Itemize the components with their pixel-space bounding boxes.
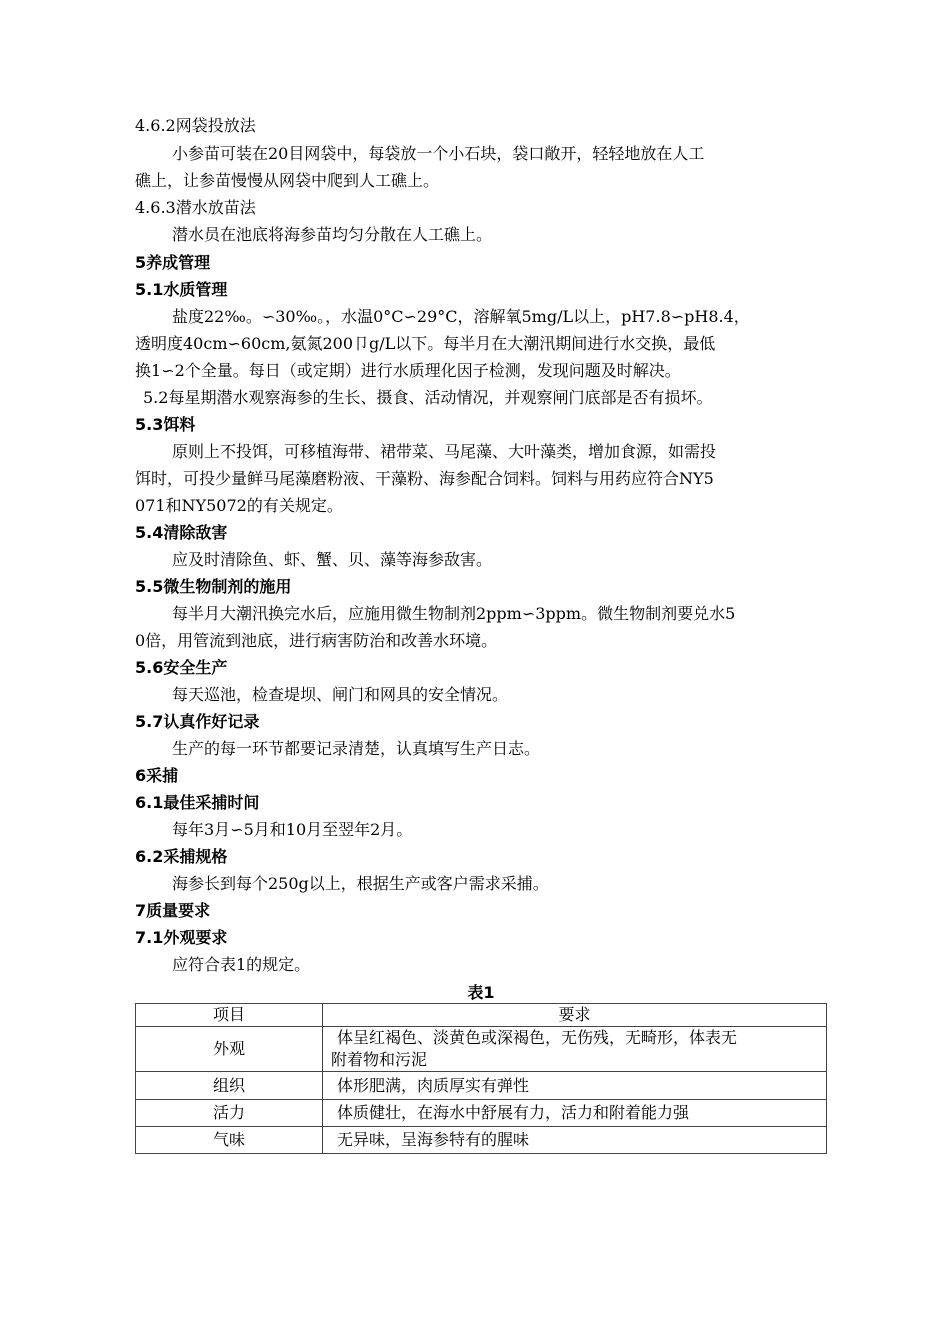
section-4-6-2-text-line-1: 小参苗可装在20目网袋中，每袋放一个小石块，袋口敞开，轻轻地放在人工 [172,144,705,163]
section-6-1-text: 每年3月∽5月和10月至翌年2月。 [172,820,413,839]
section-5-6-heading: 5.6安全生产 [135,658,228,677]
header-requirement: 要求 [323,1004,827,1027]
row-requirement-line-2: 附着物和污泥 [331,1050,428,1069]
section-5-1-heading: 5.1水质管理 [135,280,228,299]
section-4-6-3-heading: 4.6.3潜水放苗法 [135,198,256,217]
section-7-1-heading: 7.1外观要求 [135,928,228,947]
section-7-heading: 7质量要求 [135,901,211,920]
section-6-2-heading: 6.2采捕规格 [135,847,228,866]
section-5-2-text: 5.2每星期潜水观察海参的生长、摄食、活动情况，并观察闸门底部是否有损坏。 [143,388,713,407]
section-5-3-text-line-1: 原则上不投饵，可移植海带、裙带菜、马尾藻、大叶藻类，增加食源，如需投 [172,442,717,461]
table-row [136,1027,827,1072]
section-4-6-2-heading: 4.6.2网袋投放法 [135,116,256,135]
row-item: 活力 [136,1100,323,1127]
section-5-3-heading: 5.3饵料 [135,415,196,434]
row-requirement [323,1072,827,1100]
section-6-heading: 6采捕 [135,766,179,785]
section-6-2-text: 海参长到每个250g以上，根据生产或客户需求采捕。 [172,874,549,893]
row-requirement [323,1100,827,1127]
section-5-5-heading: 5.5微生物制剂的施用 [135,577,292,596]
section-5-heading: 5养成管理 [135,253,211,272]
table-1-caption: 表1 [467,983,495,1002]
row-item: 组织 [136,1072,323,1100]
section-5-1-text-line-3: 换1∽2个全量。每日（或定期）进行水质理化因子检测，发现问题及时解决。 [135,361,681,380]
section-5-4-text: 应及时清除鱼、虾、蟹、贝、藻等海参敌害。 [172,550,493,569]
section-5-4-heading: 5.4清除敌害 [135,523,228,542]
section-5-3-text-line-3: 071和NY5072的有关规定。 [135,496,343,515]
row-requirement-line-1: 体质健壮，在海水中舒展有力，活力和附着能力强 [337,1103,690,1122]
section-4-6-2-text-line-2: 礁上，让参苗慢慢从网袋中爬到人工礁上。 [135,171,440,190]
section-5-7-heading: 5.7认真作好记录 [135,712,260,731]
table-1 [135,1003,827,1154]
row-item: 气味 [136,1127,323,1154]
section-5-1-text-line-2: 透明度40cm∽60cm,氨氮200卩g/L以下。每半月在大潮汛期间进行水交换，最低 [135,334,716,353]
section-4-6-3-text: 潜水员在池底将海参苗均匀分散在人工礁上。 [172,225,493,244]
header-item: 项目 [136,1004,323,1027]
section-5-3-text-line-2: 饵时，可投少量鲜马尾藻磨粉液、干藻粉、海参配合饲料。饲料与用药应符合NY5 [135,469,714,488]
section-5-5-text-line-1: 每半月大潮汛换完水后，应施用微生物制剂2ppm∽3ppm。微生物制剂要兑水5 [172,604,736,623]
section-5-1-text-line-1: 盐度22‰。∽30‰。，水温0°C∽29°C，溶解氧5mg/L以上，pH7.8∽pH8.4， [172,307,750,326]
row-requirement-line-1: 体呈红褐色、淡黄色或深褐色，无伤残，无畸形，体表无 [337,1028,738,1047]
section-7-1-text: 应符合表1的规定。 [172,955,311,974]
row-requirement-line-1: 无异味，呈海参特有的腥味 [337,1130,530,1149]
table-row [136,1072,827,1100]
row-requirement [323,1027,827,1072]
section-5-6-text: 每天巡池，检查堤坝、闸门和网具的安全情况。 [172,685,509,704]
section-6-1-heading: 6.1最佳采捕时间 [135,793,260,812]
row-requirement-line-1: 体形肥满，肉质厚实有弹性 [337,1075,530,1095]
row-requirement [323,1127,827,1154]
table-header-row [136,1004,827,1027]
section-5-7-text: 生产的每一环节都要记录清楚，认真填写生产日志。 [172,739,541,758]
table-row [136,1100,827,1127]
table-row [136,1127,827,1154]
section-5-5-text-line-2: 0倍，用管流到池底，进行病害防治和改善水环境。 [135,631,498,650]
row-item: 外观 [136,1027,323,1072]
